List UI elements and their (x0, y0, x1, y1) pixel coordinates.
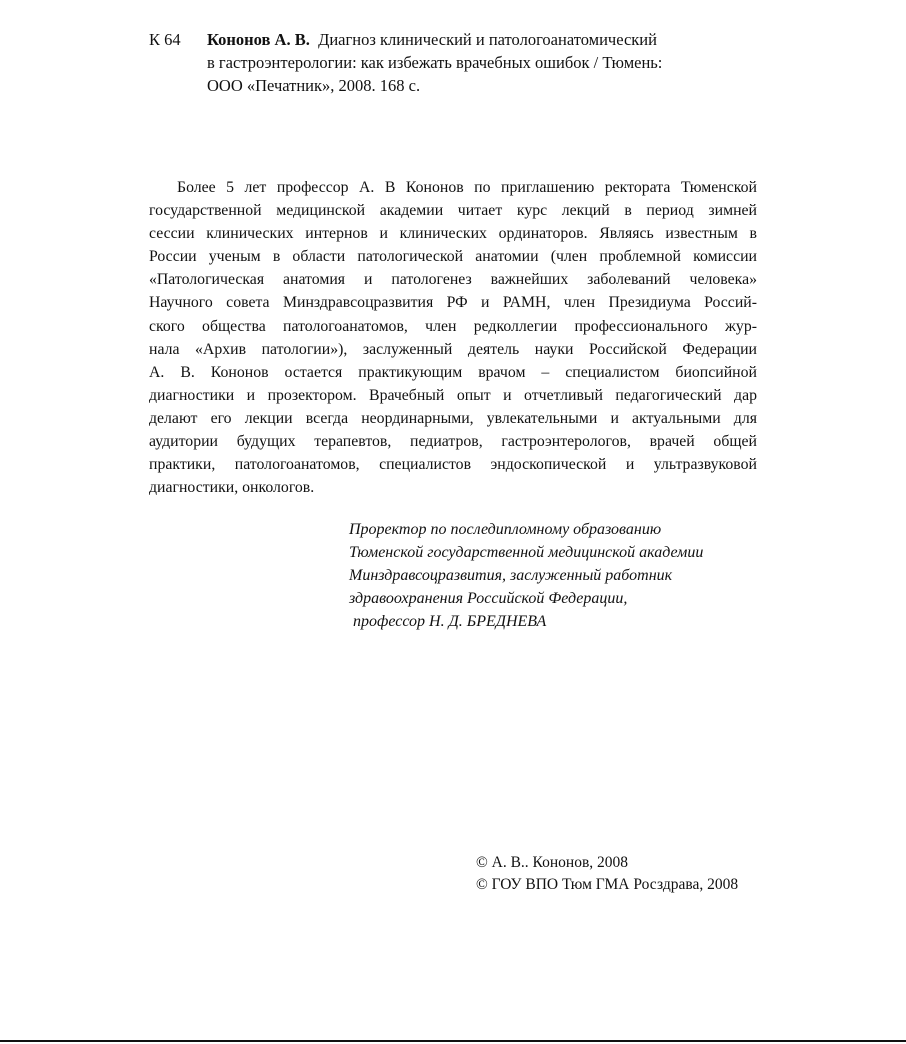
bottom-rule (0, 1040, 906, 1042)
abstract-line: А. В. Кононов остается практикующим врачом – специалистом биопсийной (149, 363, 757, 381)
abstract-paragraph (149, 176, 757, 499)
catalog-code: К 64 (149, 30, 181, 49)
catalog-title-line-3: ООО «Печатник», 2008. 168 с. (207, 76, 421, 95)
abstract-line: Научного совета Минздравсоцразвития РФ и РАМН, член Президиума Россий- (149, 294, 757, 312)
abstract-line: «Патологическая анатомия и патологенез важнейших заболеваний человека» (149, 271, 757, 289)
signature-line: Минздравсоцразвития, заслуженный работник (349, 567, 673, 584)
catalog-entry (149, 28, 769, 97)
copyright-author: © А. В.. Кононов, 2008 (476, 854, 629, 871)
catalog-title-line-2: в гастроэнтерологии: как избежать врачебных ошибок / Тюмень: (207, 53, 663, 72)
abstract-line: диагностики, онкологов. (149, 479, 315, 497)
abstract-line: государственной медицинской академии читает курс лекций в период зимней (149, 202, 757, 220)
abstract-line: делают его лекции всегда неординарными, увлекательными и актуальными для (149, 409, 757, 427)
abstract-line: ского общества патологоанатомов, член редколлегии профессионального жур- (149, 317, 757, 335)
abstract-line: нала «Архив патологии»), заслуженный деятель науки Российской Федерации (149, 340, 757, 358)
signature-block (349, 518, 789, 633)
catalog-author: Кононов А. В. (207, 30, 310, 49)
copyright-institution: © ГОУ ВПО Тюм ГМА Росздрава, 2008 (476, 876, 739, 893)
abstract-line: России ученым в области патологической анатомии (член проблемной комиссии (149, 248, 757, 266)
abstract-line: практики, патологоанатомов, специалистов эндоскопической и ультразвуковой (149, 456, 757, 474)
copyright-block (476, 852, 796, 896)
catalog-description (207, 28, 769, 97)
signature-line: Тюменской государственной медицинской академии (349, 544, 704, 561)
signature-author: профессор Н. Д. БРЕДНЕВА (353, 613, 547, 630)
abstract-line: диагностики и прозектором. Врачебный опыт и отчетливый педагогический дар (149, 386, 757, 404)
signature-line: Проректор по последипломному образованию (349, 521, 662, 538)
catalog-title-line-1 (207, 28, 769, 51)
signature-line: здравоохранения Российской Федерации, (349, 590, 628, 607)
catalog-title-text: Диагноз клинический и патологоанатомический (318, 30, 657, 49)
abstract-line: сессии клинических интернов и клинических ординаторов. Являясь известным в (149, 225, 757, 243)
abstract-line: аудитории будущих терапевтов, педиатров, гастроэнтерологов, врачей общей (149, 433, 757, 451)
abstract-line: Более 5 лет профессор А. В Кононов по приглашению ректората Тюменской (177, 179, 757, 196)
